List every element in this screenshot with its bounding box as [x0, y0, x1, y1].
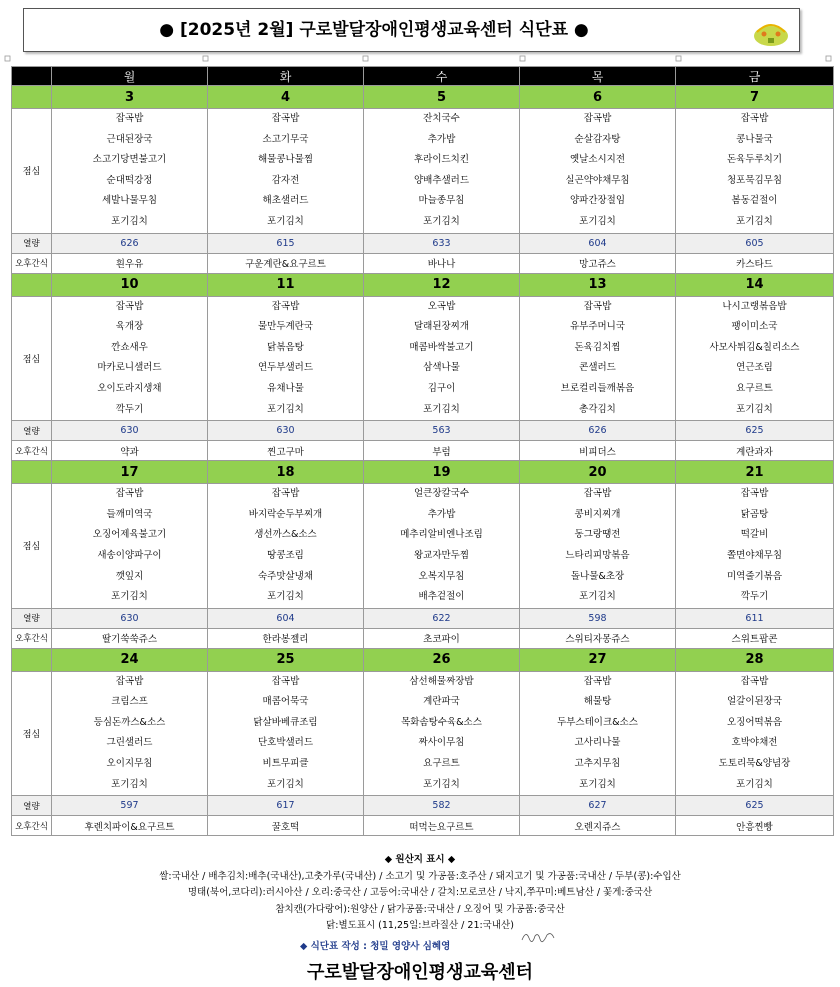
kcal-cell: 625 — [676, 796, 834, 816]
menu-item: 봄동겉절이 — [731, 195, 778, 207]
menu-item: 떡갈비 — [740, 529, 769, 541]
menu-item: 동그랑땡전 — [574, 529, 621, 541]
lunch-row — [12, 296, 834, 421]
menu-item: 잔치국수 — [423, 113, 460, 124]
menu-item: 순대떡강정 — [106, 174, 153, 186]
menu-item: 연두부샐러드 — [257, 362, 314, 374]
snack-cell: 후렌치파이&요구르트 — [52, 816, 208, 836]
menu-item: 오징어떡볶음 — [726, 716, 783, 728]
snack-row — [12, 441, 834, 461]
menu-item: 포기김치 — [736, 778, 773, 790]
menu-item: 잡곡밥 — [115, 675, 144, 687]
menu-item: 잡곡밥 — [740, 675, 769, 687]
menu-item: 돈육김치찜 — [574, 341, 621, 353]
menu-item: 포기김치 — [267, 778, 304, 790]
lunch-cell — [520, 671, 676, 796]
menu-item: 물만두계란국 — [257, 321, 314, 333]
snack-cell: 구운계란&요구르트 — [208, 253, 364, 273]
menu-item: 포기김치 — [111, 591, 148, 603]
menu-item: 깍두기 — [115, 403, 144, 415]
menu-item: 옛날소시지전 — [569, 154, 626, 166]
menu-item: 호박야채전 — [731, 737, 778, 749]
snack-label: 오후간식 — [12, 816, 52, 836]
lunch-label: 점심 — [12, 671, 52, 796]
snack-cell: 부럼 — [364, 441, 520, 461]
menu-item: 얼갈이된장국 — [726, 696, 783, 708]
kcal-cell: 604 — [520, 233, 676, 253]
page-title: ● [2025년 2월] 구로발달장애인평생교육센터 식단표 ● — [159, 20, 589, 40]
date-row-blank — [12, 273, 52, 296]
lunch-cell — [364, 671, 520, 796]
snack-cell: 스위티자몽쥬스 — [520, 628, 676, 648]
menu-item: 추가밥 — [427, 508, 456, 520]
menu-item: 느타리피망볶음 — [565, 549, 630, 561]
lunch-cell — [676, 109, 834, 234]
menu-item: 유부주머니국 — [569, 321, 626, 333]
kcal-cell: 615 — [208, 233, 364, 253]
date-cell: 28 — [676, 648, 834, 671]
menu-item: 추가밥 — [427, 133, 456, 145]
date-cell: 24 — [52, 648, 208, 671]
lunch-label: 점심 — [12, 296, 52, 421]
snack-label: 오후간식 — [12, 441, 52, 461]
lunch-cell — [364, 109, 520, 234]
menu-item: 숙주맛살냉채 — [257, 570, 314, 582]
menu-item: 닭볶음탕 — [267, 341, 304, 353]
date-cell: 7 — [676, 86, 834, 109]
menu-item: 돈육두루치기 — [726, 154, 783, 166]
menu-body — [12, 67, 834, 836]
kcal-row — [12, 796, 834, 816]
menu-item: 잡곡밥 — [271, 675, 300, 687]
kcal-cell: 630 — [208, 421, 364, 441]
menu-item: 잡곡밥 — [583, 300, 612, 312]
menu-item: 요구르트 — [423, 758, 460, 770]
menu-item: 오징어제육불고기 — [92, 529, 167, 541]
origin-line: 명태(북어,코다리):러시아산 / 오리:중국산 / 고등어:국내산 / 갈치:모로코산 / 낙지,쭈꾸미:베트남산 / 꽃게:중국산 — [187, 887, 653, 898]
menu-item: 포기김치 — [579, 778, 616, 790]
title-box — [23, 8, 800, 52]
menu-item: 해초샐러드 — [262, 195, 309, 207]
lunch-cell — [520, 109, 676, 234]
menu-item: 잡곡밥 — [271, 488, 300, 500]
kcal-cell: 633 — [364, 233, 520, 253]
date-cell: 5 — [364, 86, 520, 109]
date-cell: 18 — [208, 461, 364, 484]
date-row — [12, 461, 834, 484]
date-cell: 25 — [208, 648, 364, 671]
menu-item: 잡곡밥 — [271, 113, 300, 124]
lunch-cell — [520, 484, 676, 609]
snack-row — [12, 816, 834, 836]
date-cell: 6 — [520, 86, 676, 109]
kcal-cell: 617 — [208, 796, 364, 816]
menu-item: 고사리나물 — [574, 737, 621, 749]
lunch-row — [12, 484, 834, 609]
kcal-cell: 605 — [676, 233, 834, 253]
snack-cell: 스위트팝콘 — [676, 628, 834, 648]
menu-item: 삼색나물 — [423, 362, 460, 374]
origin-line: 닭:별도표시 (11,25일:브라질산 / 21:국내산) — [326, 920, 514, 931]
kcal-cell: 626 — [520, 421, 676, 441]
date-cell: 20 — [520, 461, 676, 484]
menu-item: 감자전 — [271, 174, 300, 186]
menu-item: 잡곡밥 — [115, 113, 144, 124]
lunch-cell — [364, 296, 520, 421]
menu-item: 오이도라지생채 — [97, 382, 162, 394]
menu-item: 포기김치 — [579, 591, 616, 603]
kcal-row — [12, 233, 834, 253]
menu-item: 바지락순두부찌개 — [248, 508, 323, 520]
snack-label: 오후간식 — [12, 628, 52, 648]
snack-cell: 약과 — [52, 441, 208, 461]
menu-item: 콘샐러드 — [579, 362, 616, 374]
menu-item: 후라이드치킨 — [413, 154, 470, 166]
menu-item: 목화솜탕수육&소스 — [401, 716, 482, 728]
menu-item: 해물탕 — [583, 696, 612, 708]
kcal-label: 열량 — [12, 421, 52, 441]
kcal-cell: 626 — [52, 233, 208, 253]
date-row-blank — [12, 86, 52, 109]
menu-item: 그린샐러드 — [106, 737, 153, 749]
menu-item: 비트무피클 — [262, 758, 309, 770]
menu-item: 마늘종무침 — [418, 195, 465, 207]
menu-item: 잡곡밥 — [115, 300, 144, 312]
origin-line: 쌀:국내산 / 배추김치:배추(국내산),고춧가루(국내산) / 소고기 및 가공품:호주산 / 돼지고기 및 가공품:국내산 / 두부(콩):수입산 — [159, 870, 681, 882]
kcal-cell: 597 — [52, 796, 208, 816]
date-cell: 4 — [208, 86, 364, 109]
menu-item: 해물콩나물찜 — [257, 154, 314, 166]
menu-item: 포기김치 — [423, 403, 460, 415]
menu-item: 미역줄기볶음 — [726, 570, 783, 582]
weekday-header: 화 — [208, 67, 364, 86]
menu-item: 김구이 — [427, 382, 456, 394]
menu-item: 삼선해물짜장밥 — [409, 675, 474, 687]
menu-item: 순살감자탕 — [574, 133, 621, 145]
menu-item: 매콤바싹불고기 — [409, 341, 474, 353]
date-row — [12, 273, 834, 296]
lunch-cell — [208, 109, 364, 234]
date-cell: 19 — [364, 461, 520, 484]
menu-table — [11, 66, 834, 836]
menu-item: 땅콩조림 — [267, 549, 304, 561]
snack-cell: 꿀호떡 — [208, 816, 364, 836]
menu-item: 새송이양파구이 — [97, 549, 162, 561]
lunch-row — [12, 109, 834, 234]
date-cell: 12 — [364, 273, 520, 296]
kcal-cell: 598 — [520, 608, 676, 628]
lunch-cell — [676, 671, 834, 796]
date-cell: 26 — [364, 648, 520, 671]
date-row — [12, 86, 834, 109]
lunch-label: 점심 — [12, 484, 52, 609]
menu-item: 깍두기 — [740, 591, 769, 603]
snack-cell: 비피더스 — [520, 441, 676, 461]
menu-item: 나시고랭볶음밥 — [722, 300, 787, 312]
date-cell: 10 — [52, 273, 208, 296]
menu-item: 닭곰탕 — [740, 508, 769, 520]
lunch-cell — [364, 484, 520, 609]
menu-item: 크림스프 — [111, 696, 148, 708]
menu-item: 세발나물무침 — [101, 195, 158, 207]
snack-cell: 흰우유 — [52, 253, 208, 273]
lunch-cell — [676, 484, 834, 609]
menu-item: 매콤어묵국 — [262, 696, 309, 708]
kcal-cell: 630 — [52, 608, 208, 628]
menu-item: 생선까스&소스 — [254, 529, 317, 541]
weekday-header: 월 — [52, 67, 208, 86]
lunch-cell — [208, 484, 364, 609]
author-line: ◆ 식단표 작성 : 청밀 영양사 심혜영 — [300, 941, 451, 952]
snack-cell: 카스타드 — [676, 253, 834, 273]
menu-item: 들깨미역국 — [106, 508, 153, 520]
snack-cell: 딸기쑥쑥쥬스 — [52, 628, 208, 648]
menu-item: 콩나물국 — [736, 133, 773, 145]
date-row — [12, 648, 834, 671]
date-cell: 27 — [520, 648, 676, 671]
kcal-cell: 604 — [208, 608, 364, 628]
menu-item: 닭살바베큐조림 — [253, 716, 318, 728]
menu-item: 포기김치 — [579, 215, 616, 227]
weekday-header-blank — [12, 67, 52, 86]
snack-cell: 바나나 — [364, 253, 520, 273]
weekday-header-row — [12, 67, 834, 86]
menu-item: 브로컬리들깨볶음 — [560, 382, 635, 394]
menu-item: 잡곡밥 — [115, 488, 144, 500]
kcal-cell: 625 — [676, 421, 834, 441]
date-row-blank — [12, 461, 52, 484]
menu-item: 왕교자만두찜 — [413, 549, 470, 561]
menu-item: 마카로니샐러드 — [97, 362, 162, 374]
kcal-cell: 563 — [364, 421, 520, 441]
menu-item: 양배추샐러드 — [413, 174, 470, 186]
menu-item: 포기김치 — [423, 778, 460, 790]
menu-item: 메추리알비엔나조림 — [400, 529, 483, 541]
menu-item: 깻잎지 — [115, 570, 144, 582]
menu-item: 오복지무침 — [418, 570, 465, 582]
kcal-row — [12, 421, 834, 441]
menu-item: 양파간장절임 — [569, 195, 626, 207]
menu-item: 얼큰장칼국수 — [413, 488, 470, 500]
menu-item: 오곡밥 — [427, 300, 456, 312]
snack-cell: 한라봉젤리 — [208, 628, 364, 648]
lunch-cell — [676, 296, 834, 421]
lunch-label: 점심 — [12, 109, 52, 234]
footer-org-name: 구로발달장애인평생교육센터 — [306, 962, 534, 983]
menu-item: 포기김치 — [423, 215, 460, 227]
menu-item: 잡곡밥 — [583, 113, 612, 124]
menu-item: 실곤약야채무침 — [565, 174, 630, 186]
lunch-cell — [52, 296, 208, 421]
kcal-cell: 630 — [52, 421, 208, 441]
lunch-row — [12, 671, 834, 796]
menu-item: 포기김치 — [736, 403, 773, 415]
snack-cell: 망고쥬스 — [520, 253, 676, 273]
kcal-row — [12, 608, 834, 628]
kcal-label: 열량 — [12, 608, 52, 628]
menu-item: 포기김치 — [267, 403, 304, 415]
date-cell: 11 — [208, 273, 364, 296]
snack-cell: 찐고구마 — [208, 441, 364, 461]
origin-section — [0, 852, 840, 935]
kcal-cell: 611 — [676, 608, 834, 628]
lunch-cell — [52, 484, 208, 609]
date-cell: 17 — [52, 461, 208, 484]
menu-item: 계란파국 — [423, 696, 460, 708]
menu-item: 배추겉절이 — [418, 591, 465, 603]
origin-title: ◆ 원산지 표시 ◆ — [384, 854, 456, 865]
menu-item: 잡곡밥 — [583, 675, 612, 687]
weekday-header: 목 — [520, 67, 676, 86]
menu-item: 잡곡밥 — [271, 300, 300, 312]
lunch-cell — [52, 671, 208, 796]
menu-item: 잡곡밥 — [740, 113, 769, 124]
lunch-cell — [52, 109, 208, 234]
snack-cell: 안흥찐빵 — [676, 816, 834, 836]
menu-item: 두부스테이크&소스 — [557, 716, 638, 728]
menu-item: 유채나물 — [267, 382, 304, 394]
date-cell: 21 — [676, 461, 834, 484]
kcal-label: 열량 — [12, 796, 52, 816]
menu-item: 짜사이무침 — [418, 737, 465, 749]
menu-item: 오이지무침 — [106, 758, 153, 770]
lunch-cell — [208, 296, 364, 421]
menu-item: 쫄면야채무침 — [726, 549, 783, 561]
menu-item: 콩비지찌개 — [574, 508, 621, 520]
snack-cell: 초코파이 — [364, 628, 520, 648]
menu-item: 포기김치 — [267, 215, 304, 227]
menu-item: 포기김치 — [736, 215, 773, 227]
kcal-label: 열량 — [12, 233, 52, 253]
date-cell: 13 — [520, 273, 676, 296]
menu-item: 등심돈까스&소스 — [93, 716, 166, 728]
menu-item: 포기김치 — [267, 591, 304, 603]
menu-item: 청포묵김무침 — [726, 174, 783, 186]
menu-item: 요구르트 — [736, 382, 773, 394]
menu-item: 달래된장찌개 — [413, 321, 470, 333]
menu-item: 잡곡밥 — [583, 488, 612, 500]
snack-label: 오후간식 — [12, 253, 52, 273]
menu-item: 총각김치 — [579, 403, 616, 415]
menu-item: 소고기당면불고기 — [92, 154, 167, 166]
menu-item: 잡곡밥 — [740, 488, 769, 500]
snack-cell: 계란과자 — [676, 441, 834, 461]
date-cell: 14 — [676, 273, 834, 296]
menu-item: 고추지무침 — [574, 758, 621, 770]
menu-item: 깐쇼새우 — [111, 341, 148, 353]
origin-line: 참치캔(가다랑어):원양산 / 닭가공품:국내산 / 오징어 및 가공품:중국산 — [275, 903, 565, 915]
date-cell: 3 — [52, 86, 208, 109]
weekday-header: 수 — [364, 67, 520, 86]
date-row-blank — [12, 648, 52, 671]
weekday-header: 금 — [676, 67, 834, 86]
snack-row — [12, 253, 834, 273]
logo-icon — [751, 12, 791, 48]
snack-row — [12, 628, 834, 648]
kcal-cell: 582 — [364, 796, 520, 816]
signature-image — [520, 928, 556, 944]
snack-cell: 떠먹는요구르트 — [364, 816, 520, 836]
kcal-cell: 622 — [364, 608, 520, 628]
menu-item: 단호박샐러드 — [257, 737, 314, 749]
menu-item: 포기김치 — [111, 215, 148, 227]
menu-item: 포기김치 — [111, 778, 148, 790]
snack-cell: 오렌지쥬스 — [520, 816, 676, 836]
menu-item: 사모사튀김&칠리소스 — [709, 341, 800, 353]
menu-item: 연근조림 — [736, 362, 773, 374]
menu-item: 근대된장국 — [106, 133, 153, 145]
menu-item: 소고기무국 — [262, 133, 309, 145]
cell-grid-marks — [0, 55, 840, 63]
lunch-cell — [208, 671, 364, 796]
menu-item: 육개장 — [115, 321, 144, 333]
lunch-cell — [520, 296, 676, 421]
menu-item: 돌나물&초장 — [570, 570, 625, 582]
kcal-cell: 627 — [520, 796, 676, 816]
menu-item: 도토리묵&양념장 — [718, 758, 791, 770]
menu-item: 팽이미소국 — [731, 321, 778, 333]
